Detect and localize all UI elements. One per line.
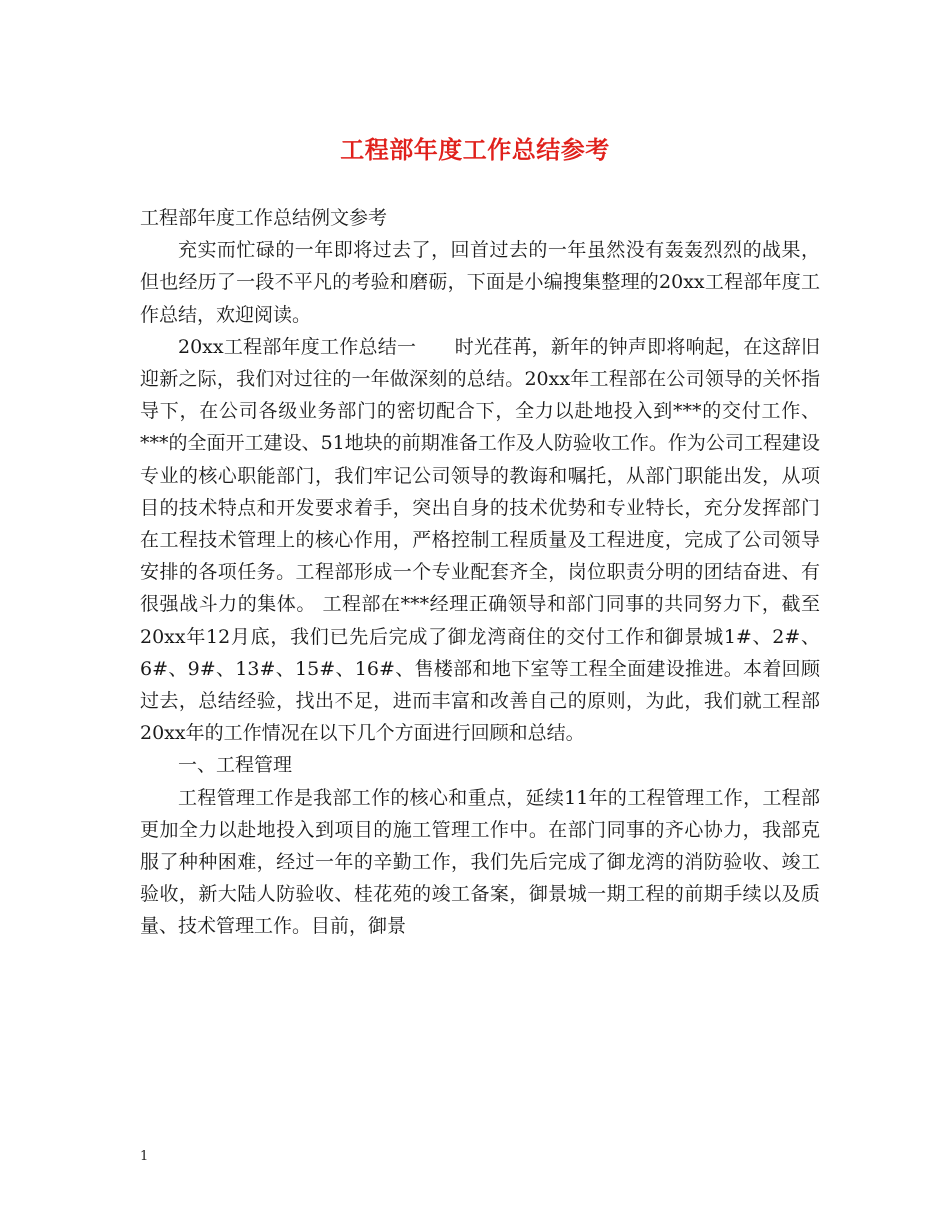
section-heading-engineering-management: 一、工程管理 xyxy=(178,754,293,777)
subtitle-line: 工程部年度工作总结例文参考 xyxy=(140,207,388,229)
page-number: 1 xyxy=(140,1149,149,1164)
paragraph-intro: 充实而忙碌的一年即将过去了，回首过去的一年虽然没有轰轰烈烈的战果，但也经历了一段不平凡的考验和磨砺，下面是小编搜集整理的20xx工程部年度工作总结，欢迎阅读。 xyxy=(140,239,820,326)
paragraph-engineering-management: 工程管理工作是我部工作的核心和重点，延续11年的工程管理工作，工程部更加全力以赴地投入到项目的施工管理工作中。在部门同事的齐心协力，我部克服了种种困难，经过一年的辛勤工作，我们先后完成了御龙湾的消防验收、竣工验收，新大陆人防验收、桂花苑的竣工备案，御景城一期工程的前期手续以及质量、技术管理工作。目前，御景 xyxy=(140,786,820,938)
paragraph-summary-one: 20xx工程部年度工作总结一 时光荏苒，新年的钟声即将响起，在这辞旧迎新之际，我们对过往的一年做深刻的总结。20xx年工程部在公司领导的关怀指导下，在公司各级业务部门的密切配合下，全力以赴地投入到***的交付工作、***的全面开工建设、51地块的前期准备工作及人防验收工作。作为公司工程建设专业的核心职能部门，我们牢记公司领导的教诲和嘱托，从部门职能出发，从项目的技术特点和开发要求着手，突出自身的技术优势和专业特长，充分发挥部门在工程技术管理上的核心作用，严格控制工程质量及工程进度，完成了公司领导安排的各项任务。工程部形成一个专业配套齐全，岗位职责分明的团结奋进、有很强战斗力的集体。 工程部在***经理正确领导和部门同事的共同努力下，截至20xx年12月底，我们已先后完成了御龙湾商住的交付工作和御景城1#、2#、6#、9#、13#、15#、16#、售楼部和地下室等工程全面建设推进。本着回顾过去，总结经验，找出不足，进而丰富和改善自己的原则，为此，我们就工程部20xx年的工作情况在以下几个方面进行回顾和总结。 xyxy=(140,335,820,745)
document-title: 工程部年度工作总结参考 xyxy=(340,135,610,164)
document-body xyxy=(140,202,820,943)
